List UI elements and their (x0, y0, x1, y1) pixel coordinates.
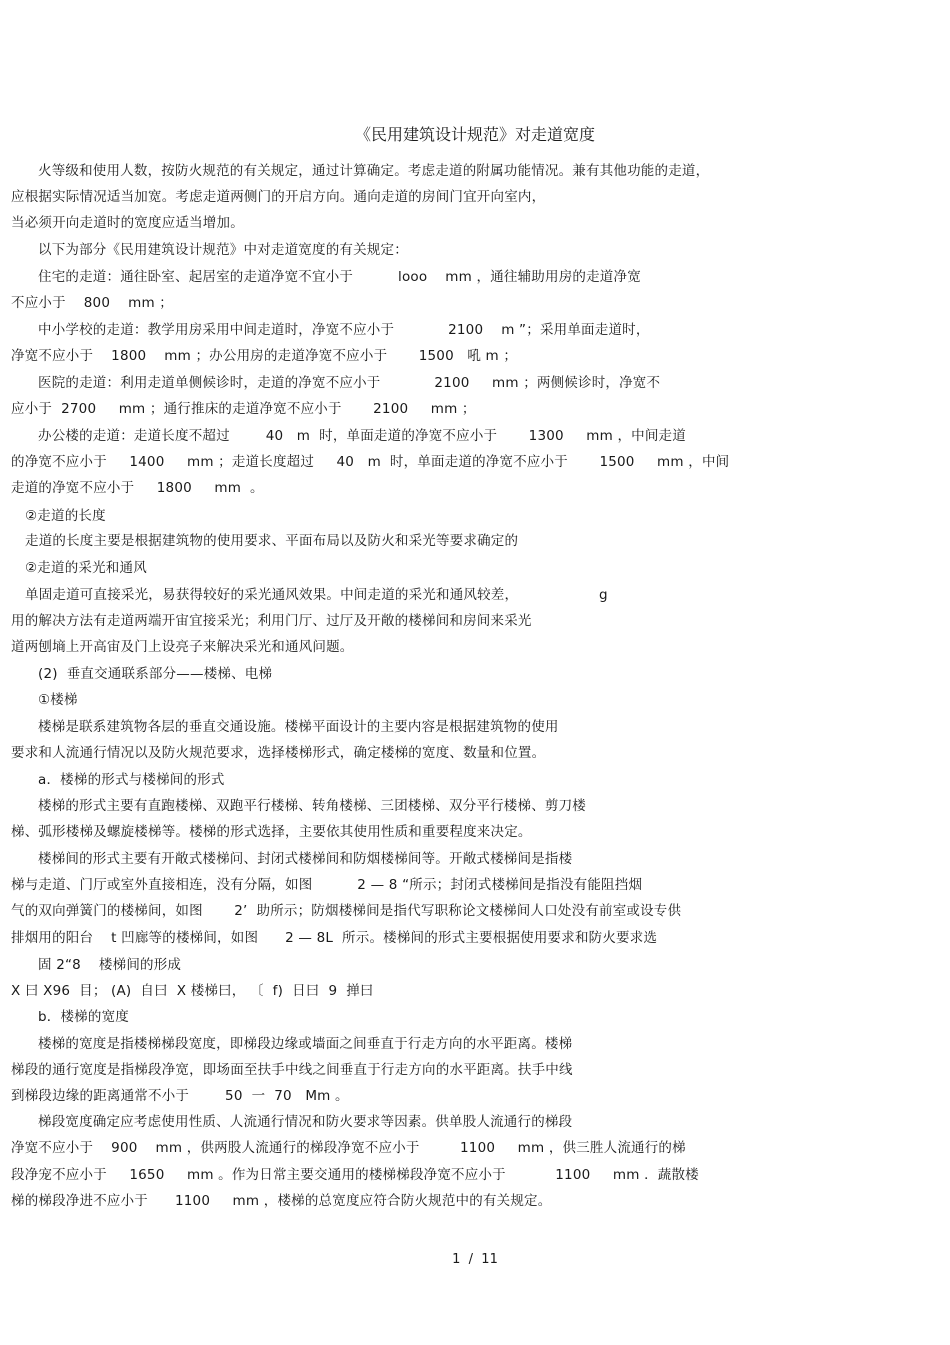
section-heading: (2) 垂直交通联系部分——楼梯、电梯 (38, 666, 273, 682)
text-line: 单固走道可直接采光，易获得较好的采光通风效果。中间走道的采光和通风较差， g (25, 587, 608, 603)
text-line: 道两刨墒上开高宙及门上设亮子来解决采光和通风问题。 (11, 639, 354, 655)
section-heading: a．楼梯的形式与楼梯间的形式 (38, 772, 225, 788)
text-line: 气的双向弹簧门的楼梯间，如图 2’ 助所示；防烟楼梯间是指代写职称论文楼梯间人口处没有前室或设专供 (11, 903, 682, 919)
text-line: 梯的梯段净进不应小于 1100 mm ，楼梯的总宽度应符合防火规范中的有关规定。 (11, 1193, 552, 1209)
text-line: 段净宠不应小于 1650 mm 。作为日常主要交通用的楼梯梯段净宽不应小于 1100 mm ．蔬散楼 (11, 1167, 699, 1183)
text-line: 以下为部分《民用建筑设计规范》中对走道宽度的有关规定： (38, 242, 408, 258)
section-heading: ②走道的长度 (25, 508, 106, 524)
text-line: 住宅的走道：通往卧室、起居室的走道净宽不宜小于 looo mm ，通往辅助用房的走道净宽 (38, 269, 641, 285)
page-number: 1 / 11 (452, 1252, 498, 1267)
text-line: 用的解决方法有走道两端开宙宜接采光；利用门厅、过厅及开敞的楼梯间和房间来采光 (11, 613, 532, 629)
text-line: 楼梯的宽度是指楼梯梯段宽度，即梯段边缘或墙面之间垂直于行走方向的水平距离。楼梯 (38, 1036, 573, 1052)
text-line: 梯段的通行宽度是指梯段净宽，即场面至扶手中线之间垂直于行走方向的水平距离。扶手中线 (11, 1062, 573, 1078)
text-line: 应根据实际情况适当加宽。考虑走道两侧门的开启方向。通向走道的房间门宜开向室内， (11, 189, 546, 205)
text-line: 走道的净宽不应小于 1800 mm 。 (11, 480, 264, 496)
text-line: 楼梯的形式主要有直跑楼梯、双跑平行楼梯、转角楼梯、三团楼梯、双分平行楼梯、剪刀楼 (38, 798, 586, 814)
text-line: 中小学校的走道：教学用房采用中间走道时，净宽不应小于 2100 m ”；采用单面走道时， (38, 322, 650, 338)
text-line: 楼梯间的形式主要有开敞式楼梯问、封闭式楼梯间和防烟楼梯间等。开敞式楼梯间是指楼 (38, 851, 573, 867)
text-line: 到梯段边缘的距离通常不小于 50 一 70 Mm 。 (11, 1088, 349, 1104)
text-line: 医院的走道：利用走道单侧候诊时，走道的净宽不应小于 2100 mm ；两侧候诊时，净宽不 (38, 375, 661, 391)
figure-caption: 固 2“8 楼梯间的形成 (38, 957, 182, 973)
text-line: 的净宽不应小于 1400 mm ；走道长度超过 40 m 时，单面走道的净宽不应小于 1500 mm ，中间 (11, 454, 730, 470)
text-line: 梯与走道、门厅或室外直接相连，没有分隔，如图 2 — 8 “所示；封闭式楼梯间是指没有能阻挡烟 (11, 877, 643, 893)
section-heading: ①楼梯 (38, 692, 78, 708)
text-line: 净宽不应小于 900 mm ，供两股人流通行的梯段净宽不应小于 1100 mm ，供三胜人流通行的梯 (11, 1140, 686, 1156)
text-line: 楼梯是联系建筑物各层的垂直交通设施。楼梯平面设计的主要内容是根据建筑物的使用 (38, 719, 559, 735)
text-line: 办公楼的走道：走道长度不超过 40 m 时，单面走道的净宽不应小于 1300 mm ，中间走道 (38, 428, 686, 444)
text-line: 排烟用的阳台 t 凹廊等的楼梯间，如图 2 — 8L 所示。楼梯间的形式主要根据使用要求和防火要求选 (11, 930, 658, 946)
text-line: 梯、弧形楼梯及螺旋楼梯等。楼梯的形式选择，主要依其使用性质和重要程度来决定。 (11, 824, 532, 840)
text-line: 火等级和使用人数，按防火规范的有关规定，通过计算确定。考虑走道的附属功能情况。兼有其他功能的走道， (38, 163, 710, 179)
text-line: 应小于 2700 mm ；通行推床的走道净宽不应小于 2100 mm ； (11, 401, 476, 417)
text-line: 梯段宽度确定应考虑使用性质、人流通行情况和防火要求等因素。供单股人流通行的梯段 (38, 1114, 573, 1130)
text-line: 要求和人流通行情况以及防火规范要求，选择楼梯形式，确定楼梯的宽度、数量和位置。 (11, 745, 546, 761)
section-heading: b．楼梯的宽度 (38, 1009, 129, 1025)
figure-caption: X 曰 X96 目； (A) 自曰 X 楼梯曰， 〔 f) 日曰 9 掸曰 (11, 983, 374, 999)
text-line: 净宽不应小于 1800 mm ；办公用房的走道净宽不应小于 1500 吼 m ； (11, 348, 518, 364)
text-line: 不应小于 800 mm ； (11, 295, 173, 311)
text-line: 当必须开向走道时的宽度应适当增加。 (11, 215, 244, 231)
text-line: 走道的长度主要是根据建筑物的使用要求、平面布局以及防火和采光等要求确定的 (25, 533, 519, 549)
section-heading: ②走道的采光和通风 (25, 560, 147, 576)
page-title: 《民用建筑设计规范》对走道宽度 (354, 125, 595, 144)
